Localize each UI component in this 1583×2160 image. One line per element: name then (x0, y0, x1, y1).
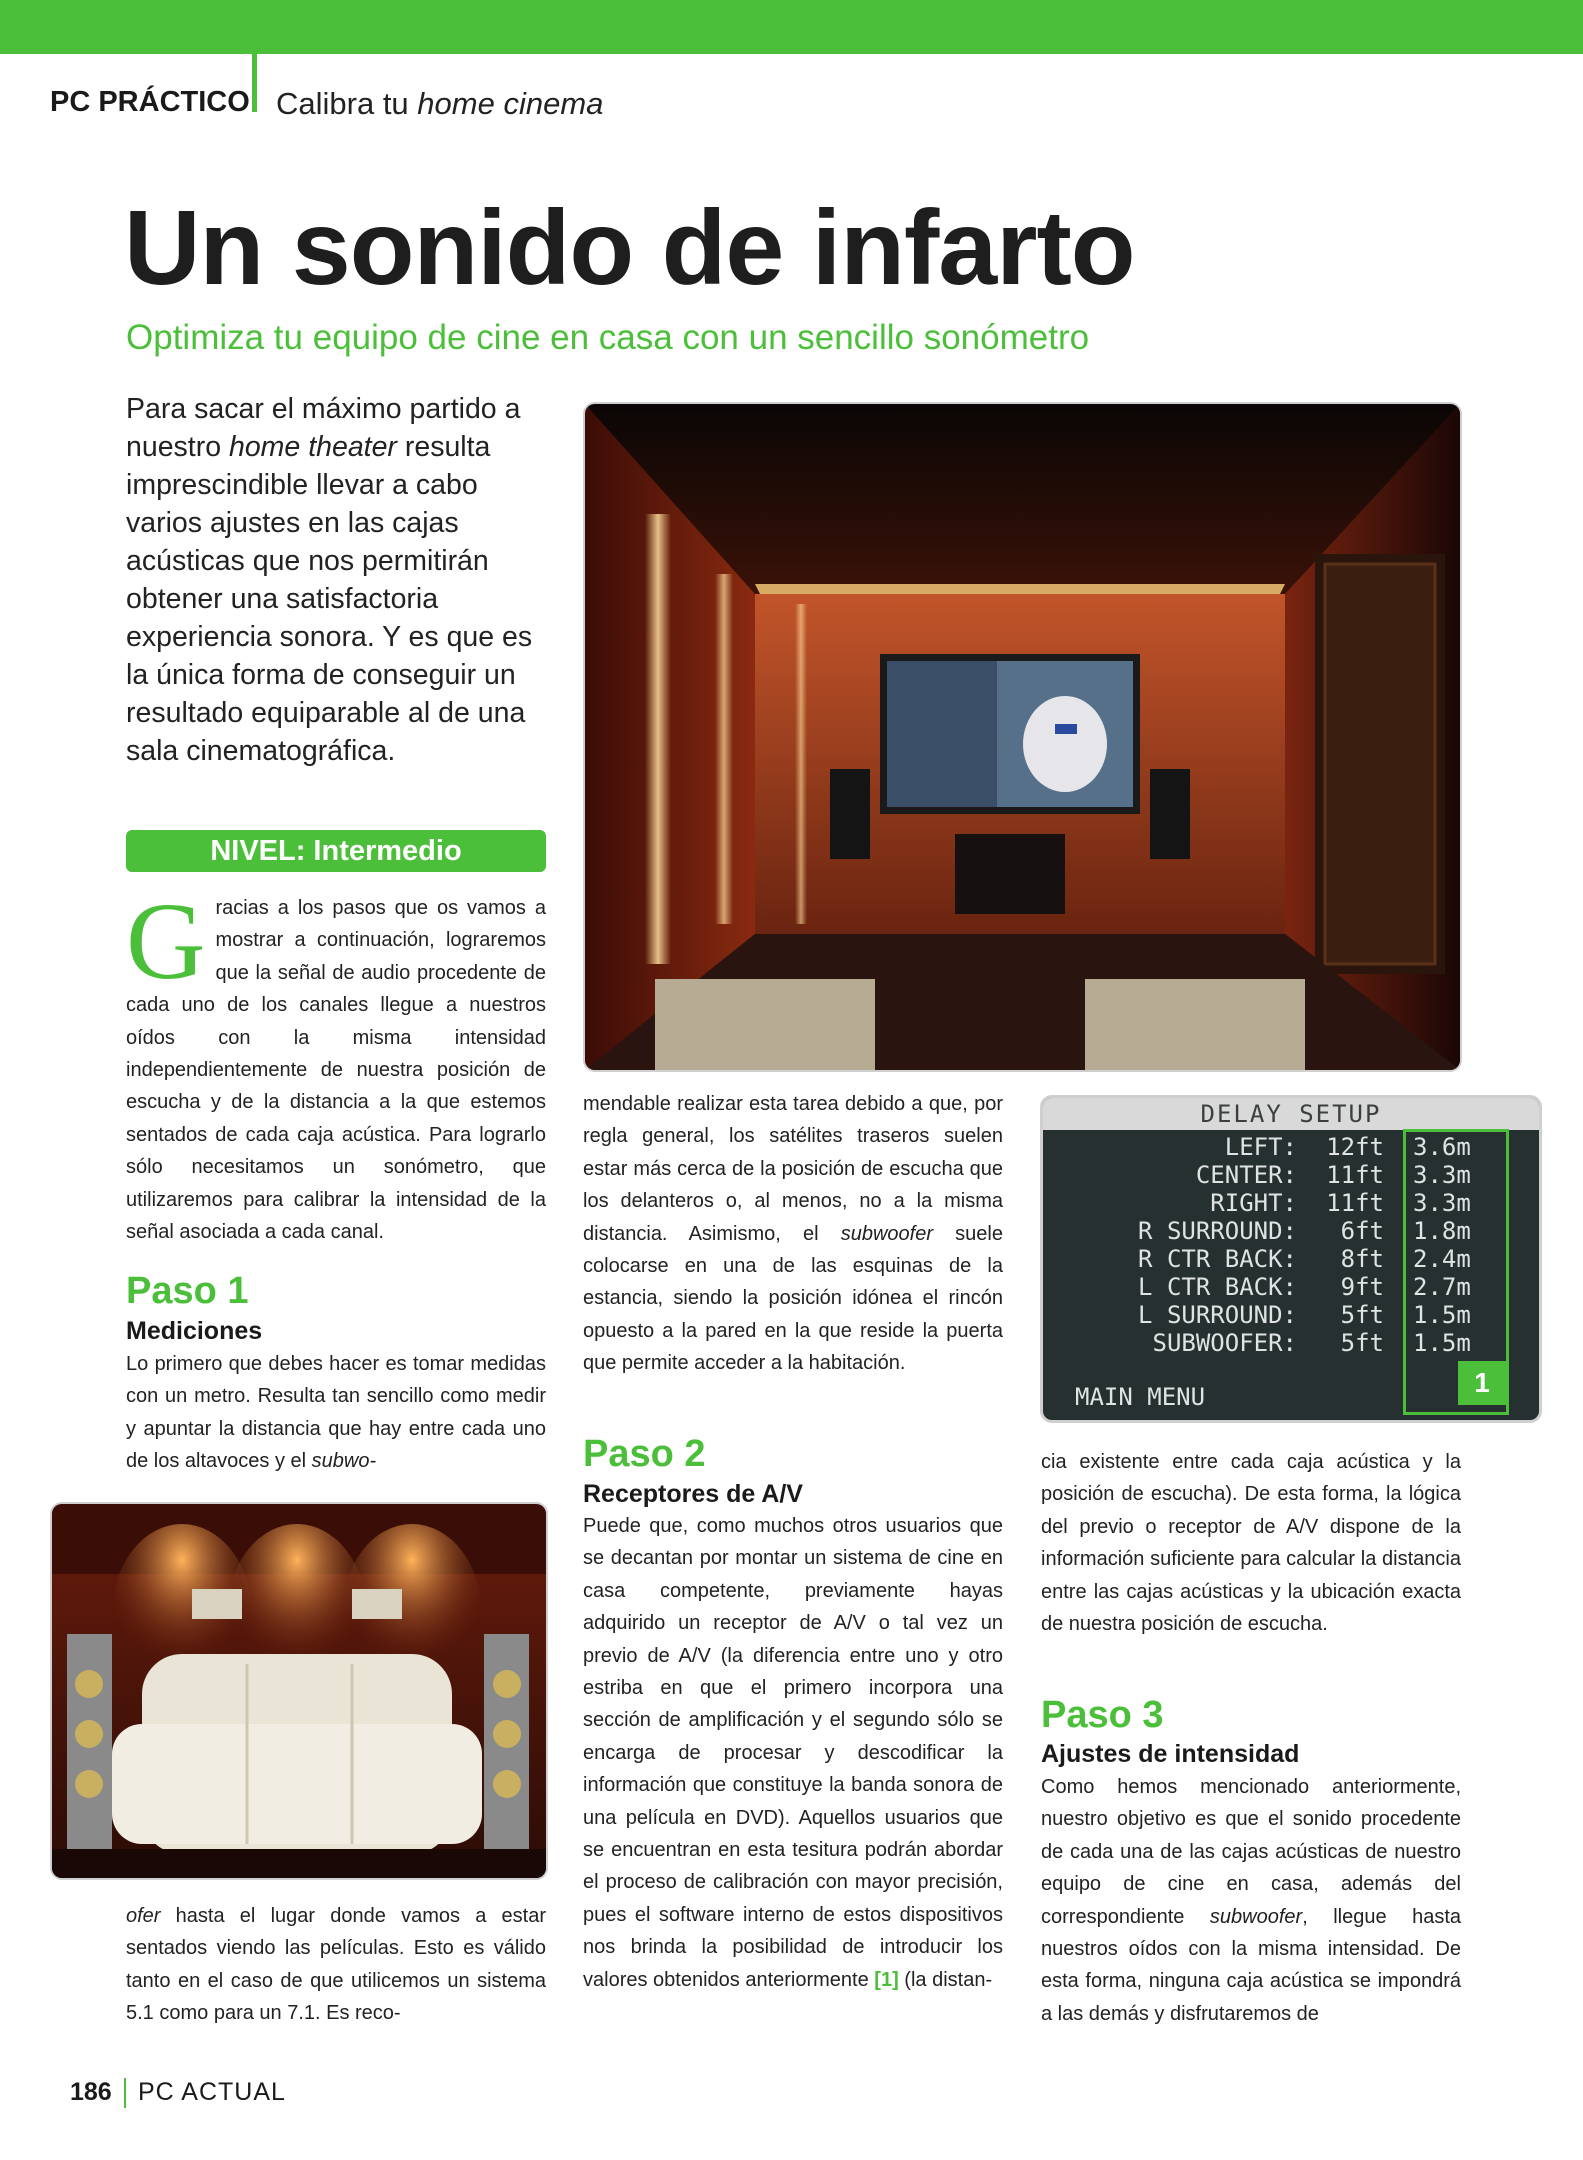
delay-row: R CTR BACK: 8ft 2.4m (1138, 1245, 1471, 1273)
paso-2-subheading: Receptores de A/V (583, 1480, 803, 1508)
top-color-bar (0, 0, 1583, 54)
paragraph-intro: Gracias a los pasos que os vamos a mostrar a continuación, lograremos que la señal de audio procedente de cada uno de los canales llegue a nuestros oídos con la misma intensidad independientemente de nuestra posición de escucha y de la distancia a la que estemos sentados de cada caja acústica. Para lograrlo sólo necesitamos un sonómetro, que utilizaremos para calibrar la intensidad de la señal asociada a cada canal. (126, 880, 546, 1244)
main-menu-label: MAIN MENU (1075, 1383, 1206, 1411)
delay-row: RIGHT: 11ft 3.3m (1210, 1189, 1471, 1217)
paso-2-heading: Paso 2 (583, 1433, 706, 1475)
sofa-photo (50, 1502, 548, 1880)
delay-row: LEFT: 12ft 3.6m (1224, 1133, 1471, 1161)
article-subtitle: Optimiza tu equipo de cine en casa con un sencillo sonómetro (126, 318, 1090, 357)
delay-row: CENTER: 11ft 3.3m (1195, 1161, 1471, 1189)
delay-setup-title: DELAY SETUP (1043, 1098, 1539, 1130)
figure-reference: [1] (874, 1968, 899, 1991)
level-badge: NIVEL: Intermedio (126, 830, 546, 872)
drop-cap: G (126, 880, 206, 1002)
cinema-room-illustration (585, 404, 1460, 1070)
page-number: 186 (70, 2078, 112, 2106)
sofa-illustration (52, 1504, 546, 1878)
footer-divider (124, 2078, 126, 2108)
cinema-room-photo (583, 402, 1462, 1072)
section-label: PC PRÁCTICO (50, 86, 250, 118)
intro-paragraph: Para sacar el máximo partido a nuestro home theater resulta imprescindible llevar a cabo varios ajustes en las cajas acústicas que nos permitirán obtener una satisfactoria experiencia sonora. Y es que es la única forma de conseguir un resultado equiparable al de una sala cinematográfica. (126, 393, 533, 767)
column-2-upper: mendable realizar esta tarea debido a que, por regla general, los satélites traseros suelen estar más cerca de la posición de escucha que los delanteros o, al menos, no a la misma distancia. Asimismo, el subwoofer suele colocarse en una de las esquinas de la estancia, siendo la posición idónea el rincón opuesto a la pared en la que reside la puerta que permite acceder a la habitación. (583, 1093, 1003, 1375)
delay-row: SUBWOOFER: 5ft 1.5m (1152, 1329, 1471, 1357)
section-topic: Calibra tu home cinema (276, 86, 604, 121)
delay-row: R SURROUND: 6ft 1.8m (1138, 1217, 1471, 1245)
column-3-upper: cia existente entre cada caja acústica y la posición de escucha). De esta forma, la lógica del previo o receptor de A/V dispone de la información suficiente para calcular la distancia entre las cajas acústicas y la ubicación exacta de nuestra posición de escucha. (1041, 1451, 1461, 1636)
column-1-lower: ofer hasta el lugar donde vamos a estar sentados viendo las películas. Esto es válido tanto en el caso de que utilicemos un sistema 5.1 como para un 7.1. Es reco- (126, 1905, 546, 2025)
column-3-paso3-text: Como hemos mencionado anteriormente, nuestro objetivo es que el sonido procedente de cada una de las cajas acústicas de nuestro equipo de cine en casa, además del correspondiente subwoofer, llegue hasta nuestros oídos con la misma intensidad. De esta forma, ninguna caja acústica se impondrá a las demás y disfrutaremos de (1041, 1776, 1461, 2025)
figure-number-badge: 1 (1458, 1361, 1506, 1405)
delay-row: L CTR BACK: 9ft 2.7m (1138, 1273, 1471, 1301)
article-title: Un sonido de infarto (124, 189, 1135, 307)
delay-row: L SURROUND: 5ft 1.5m (1138, 1301, 1471, 1329)
magazine-name: PC ACTUAL (138, 2078, 286, 2106)
delay-setup-screen (1040, 1095, 1542, 1423)
paso-1-subheading: Mediciones (126, 1317, 263, 1345)
paso-1-heading: Paso 1 (126, 1270, 249, 1312)
column-2-paso2-text: Puede que, como muchos otros usuarios que se decantan por montar un sistema de cine en casa competente, previamente hayas adquirido un receptor de A/V o tal vez un previo de A/V (la diferencia entre uno y otro estriba en que el primero incorpora una sección de amplificación y el segundo sólo se encarga de procesar y descodificar la información que constituye la banda sonora de una película en DVD). Aquellos usuarios que se encuentran en esta tesitura podrán abordar el proceso de calibración con mayor precisión, pues el software interno de estos dispositivos nos brinda la posibilidad de introducir los valores obtenidos anteriormente [1] (la distan- (583, 1515, 1003, 1991)
section-divider (252, 54, 257, 112)
column-1-upper (126, 880, 546, 1248)
column-1-paso1-text: Lo primero que debes hacer es tomar medidas con un metro. Resulta tan sencillo como medir y apuntar la distancia que hay entre cada uno de los altavoces y el subwo- (126, 1353, 546, 1473)
paso-3-subheading: Ajustes de intensidad (1041, 1740, 1300, 1768)
paso-3-heading: Paso 3 (1041, 1694, 1164, 1736)
